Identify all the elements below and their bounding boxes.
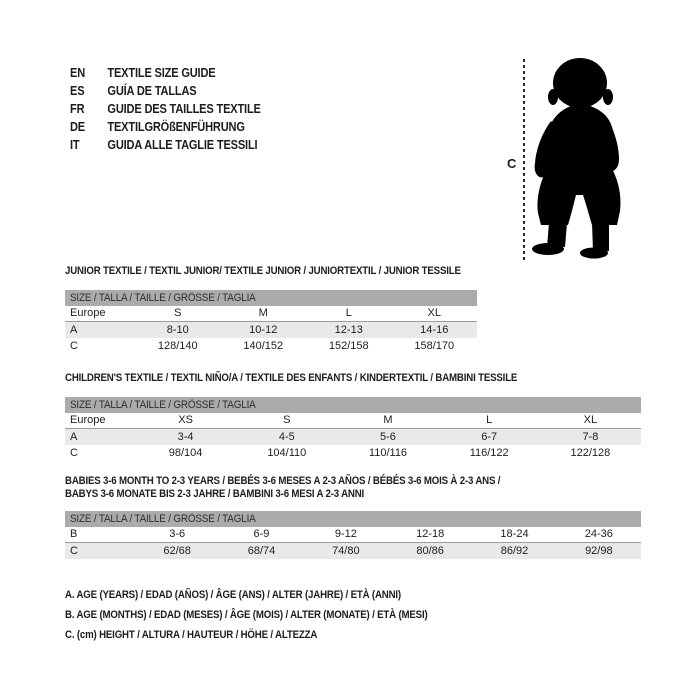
row-label: C [70, 447, 78, 459]
footnotes [65, 585, 477, 645]
table-cell: 3-6 [169, 528, 186, 540]
table-row-europe [65, 413, 641, 429]
table-cell: 24-36 [584, 528, 613, 540]
table-cell: 14-16 [420, 324, 449, 336]
footnote-c: C. (cm) HEIGHT / ALTURA / HAUTEUR / HÖHE / ALTEZZA [65, 629, 318, 641]
table-cell: 10-12 [249, 324, 278, 336]
table-cell: 140/152 [243, 340, 284, 352]
row-label: C [70, 340, 78, 352]
table-cell: 6-9 [253, 528, 270, 540]
language-row-de [70, 118, 261, 136]
table-cell: 18-24 [500, 528, 529, 540]
junior-table [65, 265, 477, 354]
table-cell: XS [178, 414, 193, 426]
language-title: GUIDE DES TAILLES TEXTILE [107, 101, 261, 116]
language-row-es [70, 82, 261, 100]
babies-table [65, 475, 641, 559]
table-cell: 68/74 [247, 545, 276, 557]
table-row-height [65, 445, 641, 461]
language-row-en [70, 64, 261, 82]
language-row-fr [70, 100, 261, 118]
table-cell: 74/80 [332, 545, 360, 557]
language-title: GUÍA DE TALLAS [107, 83, 197, 98]
table-cell: M [383, 414, 393, 426]
table-cell: 8-10 [166, 324, 189, 336]
height-figure [500, 55, 645, 270]
table-cell: 158/170 [414, 340, 455, 352]
table-cell: XL [427, 307, 441, 319]
row-label: A [70, 431, 78, 443]
table-cell: XL [583, 414, 598, 426]
height-measure-label: C [507, 156, 517, 171]
table-cell: 4-5 [278, 431, 295, 443]
table-row-europe [65, 306, 477, 322]
table-cell: L [486, 414, 493, 426]
footnote-b: B. AGE (MONTHS) / EDAD (MESES) / ÂGE (MOIS) / ALTER (MONATE) / ETÀ (MESI) [65, 609, 428, 621]
table-size-header: SIZE / TALLA / TAILLE / GRÖSSE / TAGLIA [65, 290, 477, 306]
table-size-header: SIZE / TALLA / TAILLE / GRÖSSE / TAGLIA [65, 397, 641, 413]
language-code: FR [70, 101, 85, 116]
table-cell: 110/116 [368, 447, 408, 459]
language-code: ES [70, 83, 85, 98]
table-cell: 9-12 [334, 528, 357, 540]
table-cell: 86/92 [500, 545, 529, 557]
table-cell: 128/140 [157, 340, 198, 352]
table-cell: S [174, 307, 182, 319]
language-title: GUIDA ALLE TAGLIE TESSILI [107, 137, 258, 152]
table-cell: 80/86 [416, 545, 444, 557]
language-code: IT [70, 137, 80, 152]
language-code: EN [70, 65, 86, 80]
table-row-age-months [65, 527, 641, 543]
table-cell: 12-13 [334, 324, 363, 336]
language-title: TEXTILGRÖßENFÜHRUNG [107, 119, 245, 134]
row-label: C [70, 545, 78, 557]
table-cell: 122/128 [570, 447, 611, 459]
table-row-height [65, 543, 641, 559]
row-label: B [70, 528, 78, 540]
language-code: DE [70, 119, 86, 134]
table-cell: 98/104 [168, 447, 203, 459]
toddler-silhouette-icon [531, 57, 627, 259]
language-title-list [70, 64, 294, 154]
table-cell: 62/68 [163, 545, 191, 557]
table-cell: 5-6 [380, 431, 396, 443]
table-cell: M [258, 307, 268, 319]
footnote-a: A. AGE (YEARS) / EDAD (AÑOS) / ÂGE (ANS) / ALTER (JAHRE) / ETÀ (ANNI) [65, 589, 401, 601]
row-label: Europe [70, 414, 106, 426]
table-cell: 116/122 [469, 447, 509, 459]
table-title: BABIES 3-6 MONTH TO 2-3 YEARS / BEBÉS 3-6 MESES A 2-3 AÑOS / BÉBÉS 3-6 MOIS À 2-3 ANS / BABYS 3-6 MONATE BIS 2-3 JAHRE / BAMBINI 3-6 MESI A 2-3 ANNI [65, 475, 501, 500]
table-cell: 12-18 [416, 528, 445, 540]
row-label: A [70, 324, 78, 336]
table-cell: S [283, 414, 291, 426]
row-label: Europe [70, 307, 106, 319]
table-cell: 104/110 [267, 447, 307, 459]
table-cell: 7-8 [582, 431, 599, 443]
table-size-header: SIZE / TALLA / TAILLE / GRÖSSE / TAGLIA [65, 511, 641, 527]
table-cell: L [345, 307, 352, 319]
table-title: CHILDREN'S TEXTILE / TEXTIL NIÑO/A / TEXTILE DES ENFANTS / KINDERTEXTIL / BAMBINI TESSILE [65, 372, 518, 384]
language-row-it [70, 136, 261, 154]
table-cell: 92/98 [585, 545, 613, 557]
table-row-age [65, 429, 641, 445]
children-table [65, 372, 641, 461]
height-dashed-line [523, 59, 525, 263]
table-row-height [65, 338, 477, 354]
table-cell: 6-7 [481, 431, 498, 443]
table-cell: 152/158 [328, 340, 369, 352]
table-cell: 3-4 [177, 431, 194, 443]
language-title: TEXTILE SIZE GUIDE [107, 65, 216, 80]
table-row-age [65, 322, 477, 338]
table-title: JUNIOR TEXTILE / TEXTIL JUNIOR/ TEXTILE JUNIOR / JUNIORTEXTIL / JUNIOR TESSILE [65, 265, 461, 277]
